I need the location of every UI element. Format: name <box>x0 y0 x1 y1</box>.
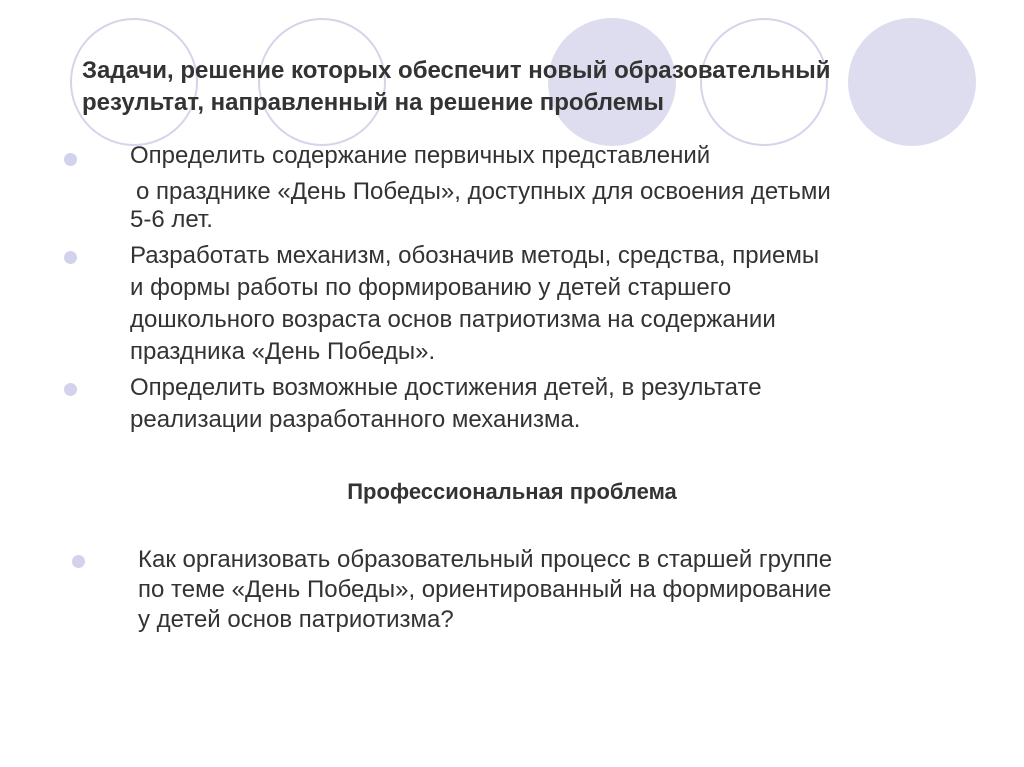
bullet-icon <box>64 383 77 396</box>
task-1-line-3: 5-6 лет. <box>130 206 213 233</box>
task-2-line-2: и формы работы по формированию у детей старшего <box>130 274 732 301</box>
problem-line-3: у детей основ патриотизма? <box>138 606 454 633</box>
task-2-line-3: дошкольного возраста основ патриотизма на содержании <box>130 306 776 333</box>
slide-title <box>82 55 982 119</box>
task-1-line-2: о празднике «День Победы», доступных для освоения детьми <box>136 178 831 205</box>
task-1-line-1: Определить содержание первичных представлений <box>130 142 711 169</box>
problem-line-2: по теме «День Победы», ориентированный на формирование <box>138 576 832 603</box>
bullet-icon <box>64 153 77 166</box>
task-3-line-2: реализации разработанного механизма. <box>130 406 581 433</box>
bullet-icon <box>72 555 85 568</box>
title-line-2: результат, направленный на решение проблемы <box>82 89 665 116</box>
section-heading: Профессиональная проблема <box>347 479 677 504</box>
title-line-1: Задачи, решение которых обеспечит новый образовательный <box>82 57 831 84</box>
task-2-line-1: Разработать механизм, обозначив методы, средства, приемы <box>130 242 820 269</box>
task-3-line-1: Определить возможные достижения детей, в результате <box>130 374 762 401</box>
bullet-icon <box>64 251 77 264</box>
task-2-line-4: праздника «День Победы». <box>130 338 436 365</box>
problem-line-1: Как организовать образовательный процесс в старшей группе <box>138 546 833 573</box>
